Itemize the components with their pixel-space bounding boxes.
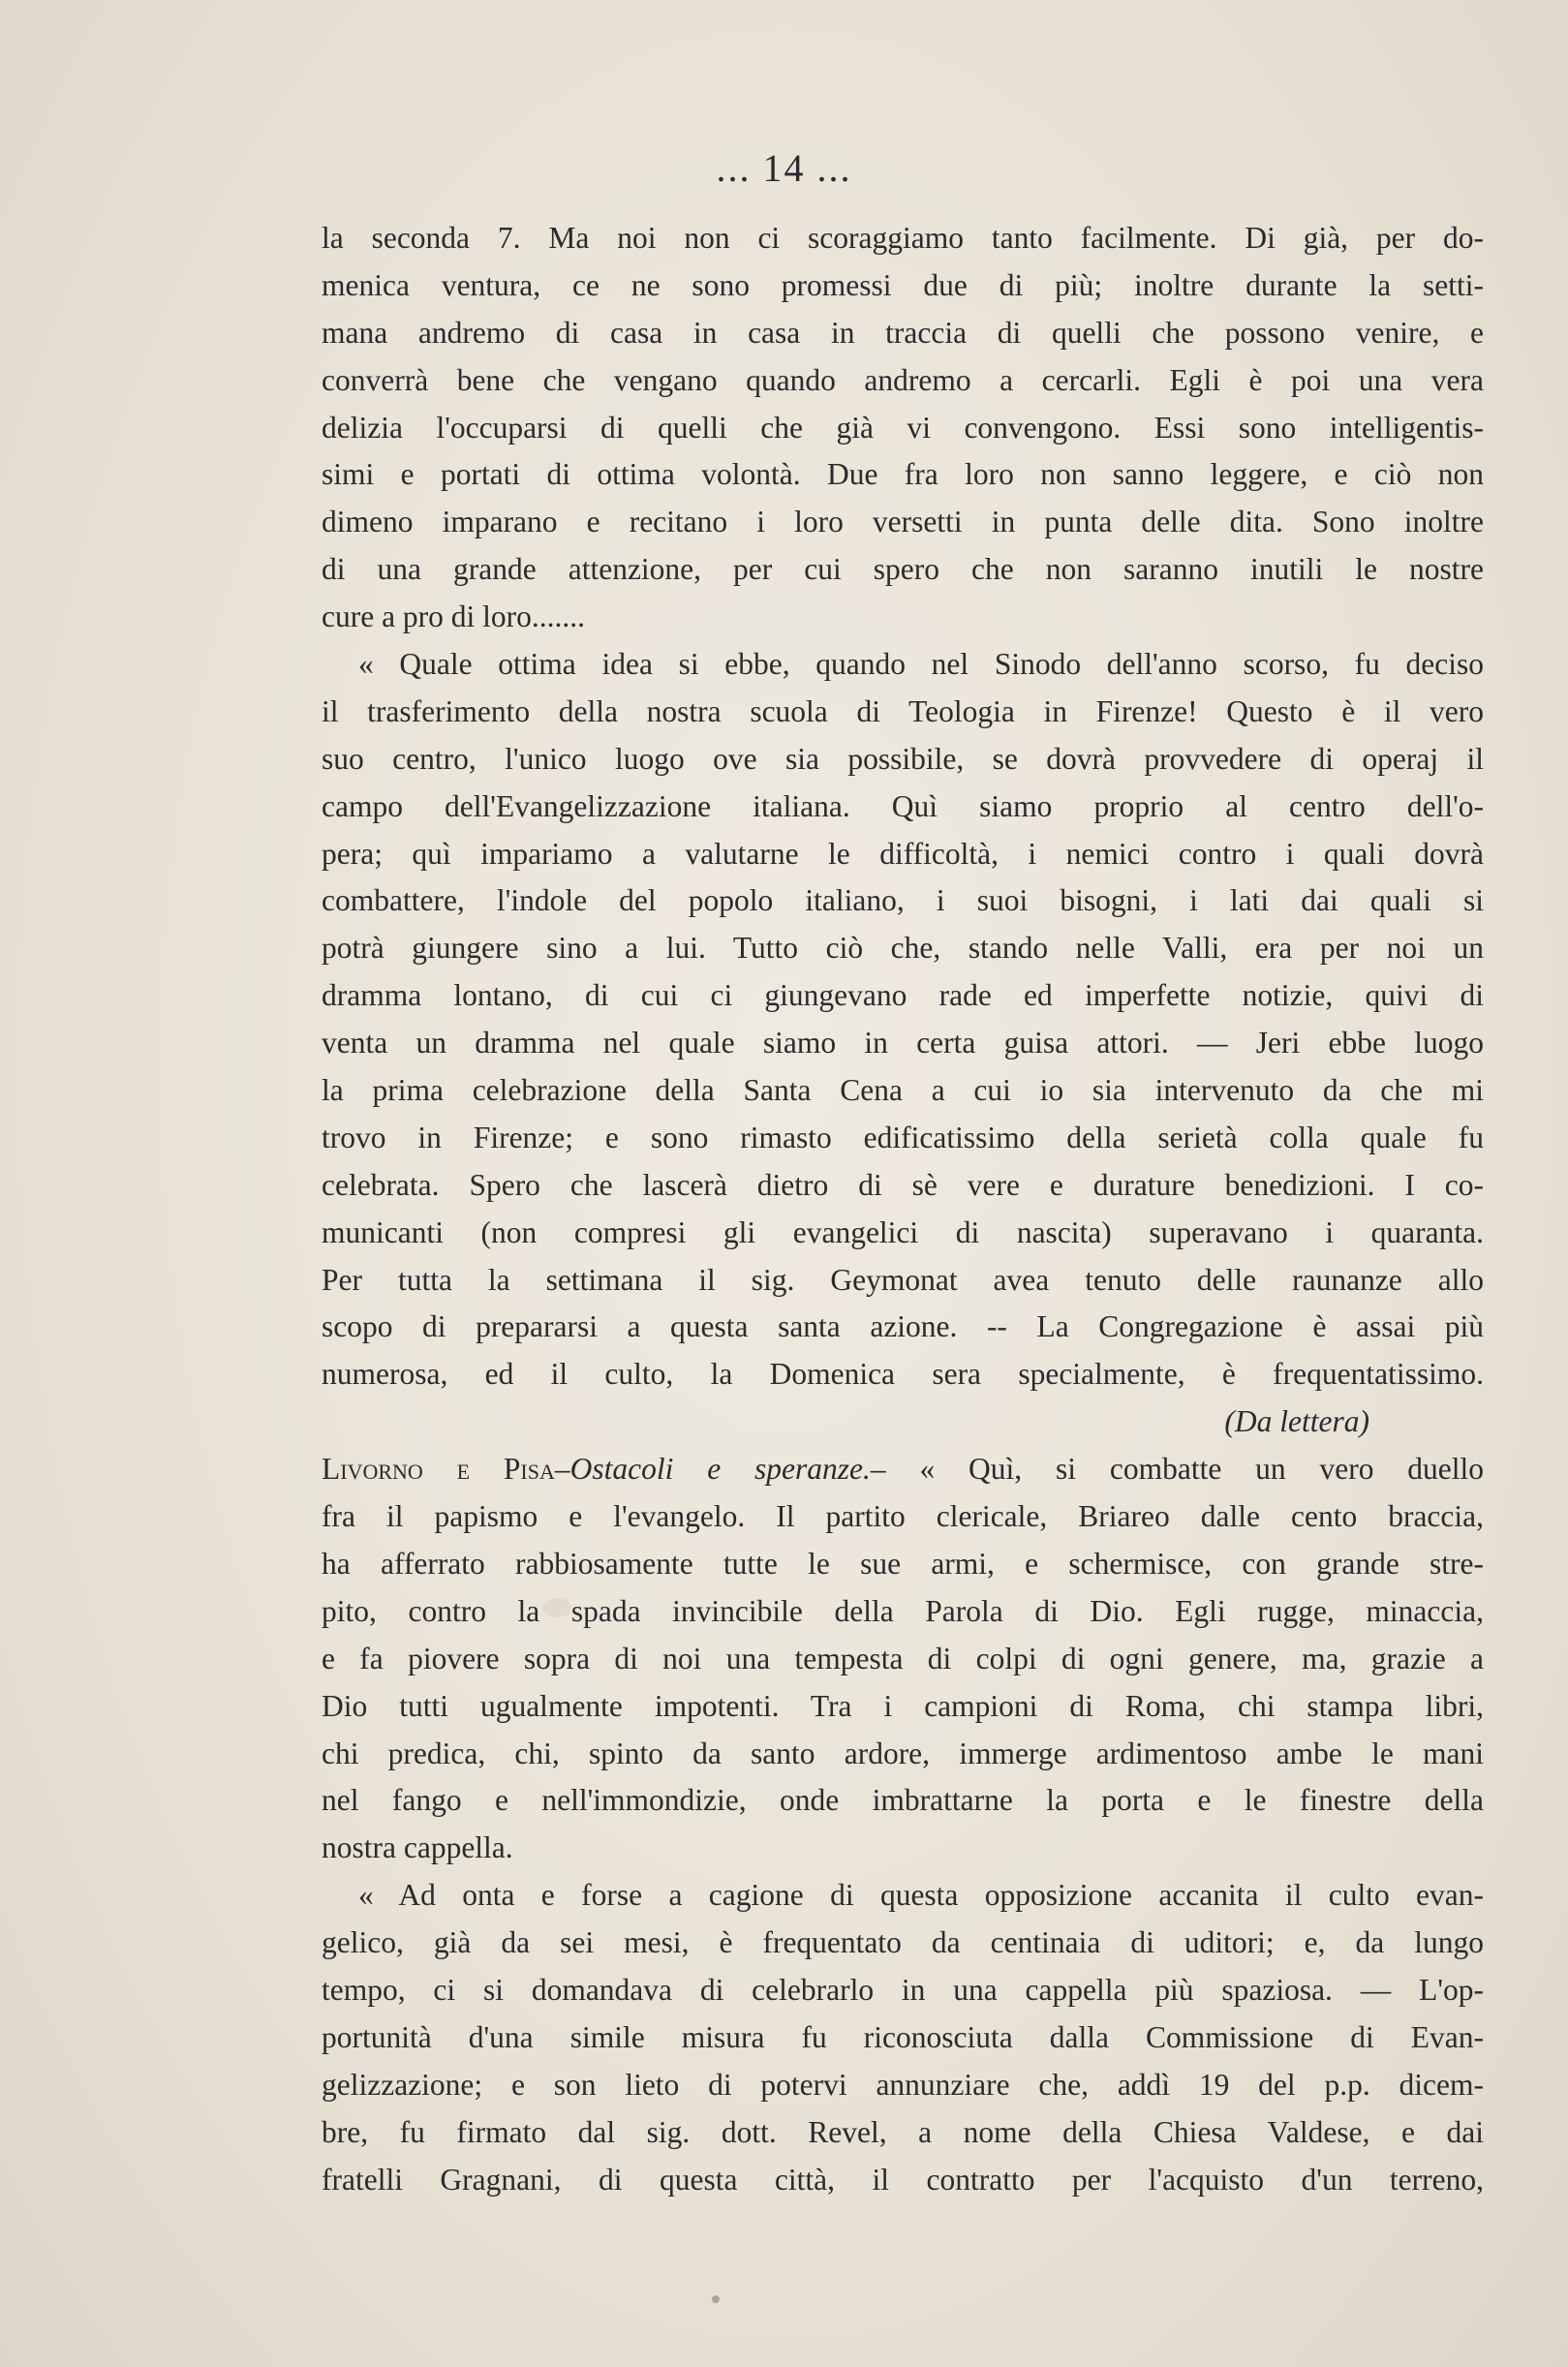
section-place: Livorno e Pisa <box>322 1452 555 1487</box>
page-number: ... 14 ... <box>716 146 852 190</box>
body-text <box>322 215 1484 2203</box>
text-line: venta un dramma nel quale siamo in certa guisa attori. — Jeri ebbe luogo <box>322 1026 1484 1061</box>
text-line: bre, fu firmato dal sig. dott. Revel, a nome della Chiesa Valdese, e dai <box>322 2114 1484 2149</box>
text-line: potrà giungere sino a lui. Tutto ciò che, stando nelle Valli, era per noi un <box>322 931 1484 966</box>
text-line: fratelli Gragnani, di questa città, il contratto per l'acquisto d'un terreno, <box>322 2162 1484 2197</box>
text-line: ha afferrato rabbiosamente tutte le sue armi, e schermisce, con grande stre- <box>322 1546 1484 1581</box>
text-line: municanti (non compresi gli evangelici di nascita) superavano i quaranta. <box>322 1214 1484 1249</box>
text-line: Per tutta la settimana il sig. Geymonat avea tenuto delle raunanze allo <box>322 1262 1484 1297</box>
text-line: tempo, ci si domandava di celebrarlo in una cappella più spaziosa. — L'op- <box>322 1972 1484 2007</box>
text-line: pera; quì impariamo a valutarne le difficoltà, i nemici contro i quali dovrà <box>322 836 1484 871</box>
section-lead: – « Quì, si combatte un vero duello <box>870 1452 1485 1487</box>
text-line: chi predica, chi, spinto da santo ardore, immerge ardimentoso ambe le mani <box>322 1736 1484 1770</box>
text-line: dramma lontano, di cui ci giungevano rade ed imperfette notizie, quivi di <box>322 978 1484 1013</box>
text-line: numerosa, ed il culto, la Domenica sera specialmente, è frequentatissimo. <box>322 1357 1484 1392</box>
text-line: campo dell'Evangelizzazione italiana. Quì siamo proprio al centro dell'o- <box>322 788 1484 823</box>
text-line: il trasferimento della nostra scuola di Teologia in Firenze! Questo è il vero <box>322 693 1484 728</box>
text-line: gelico, già da sei mesi, è frequentato da centinaia di uditori; e, da lungo <box>322 1925 1484 1960</box>
section-heading-line <box>322 1446 1484 1493</box>
text-line: la seconda 7. Ma noi non ci scoraggiamo tanto facilmente. Di già, per do- <box>322 221 1484 255</box>
text-line: suo centro, l'unico luogo ove sia possibile, se dovrà provvedere di operaj il <box>322 741 1484 776</box>
text-line: « Ad onta e forse a cagione di questa opposizione accanita il culto evan- <box>358 1878 1484 1913</box>
text-line: dimeno imparano e recitano i loro versetti in punta delle dita. Sono inoltre <box>322 505 1484 539</box>
text-line: nel fango e nell'immondizie, onde imbrattarne la porta e le finestre della <box>322 1783 1484 1818</box>
text-line: portunità d'una simile misura fu riconosciuta dalla Commissione di Evan- <box>322 2019 1484 2054</box>
text-line: gelizzazione; e son lieto di potervi annunziare che, addì 19 del p.p. dicem- <box>322 2067 1484 2102</box>
signature: (Da lettera) <box>1224 1404 1369 1439</box>
text-line: delizia l'occuparsi di quelli che già vi convengono. Essi sono intelligentis- <box>322 410 1484 445</box>
section-title: Ostacoli e speranze. <box>569 1452 871 1487</box>
text-line: fra il papismo e l'evangelo. Il partito clericale, Briareo dalle cento braccia, <box>322 1499 1484 1534</box>
text-line: la prima celebrazione della Santa Cena a cui io sia intervenuto da che mi <box>322 1073 1484 1108</box>
text-line: nostra cappella. <box>322 1830 513 1865</box>
text-line: trovo in Firenze; e sono rimasto edificatissimo della serietà colla quale fu <box>322 1120 1484 1154</box>
text-line: di una grande attenzione, per cui spero che non saranno inutili le nostre <box>322 552 1484 587</box>
text-line: cure a pro di loro....... <box>322 599 586 634</box>
text-line: menica ventura, ce ne sono promessi due di più; inoltre durante la setti- <box>322 267 1484 302</box>
paper-stain <box>712 2295 720 2303</box>
text-line: combattere, l'indole del popolo italiano, i suoi bisogni, i lati dai quali si <box>322 883 1484 918</box>
text-line: scopo di prepararsi a questa santa azione. -- La Congregazione è assai più <box>322 1309 1484 1344</box>
text-line: Dio tutti ugualmente impotenti. Tra i campioni di Roma, chi stampa libri, <box>322 1688 1484 1723</box>
text-line: mana andremo di casa in casa in traccia di quelli che possono venire, e <box>322 315 1484 350</box>
text-line: « Quale ottima idea si ebbe, quando nel Sinodo dell'anno scorso, fu deciso <box>358 647 1484 682</box>
text-line: converrà bene che vengano quando andremo a cercarli. Egli è poi una vera <box>322 362 1484 397</box>
section-dash: – <box>554 1452 570 1487</box>
text-line: simi e portati di ottima volontà. Due fra loro non sanno leggere, e ciò non <box>322 457 1484 492</box>
text-line: pito, contro la spada invincibile della Parola di Dio. Egli rugge, minaccia, <box>322 1593 1484 1628</box>
text-line: celebrata. Spero che lascerà dietro di sè vere e durature benedizioni. I co- <box>322 1167 1484 1202</box>
text-line: e fa piovere sopra di noi una tempesta di colpi di ogni genere, ma, grazie a <box>322 1641 1484 1675</box>
